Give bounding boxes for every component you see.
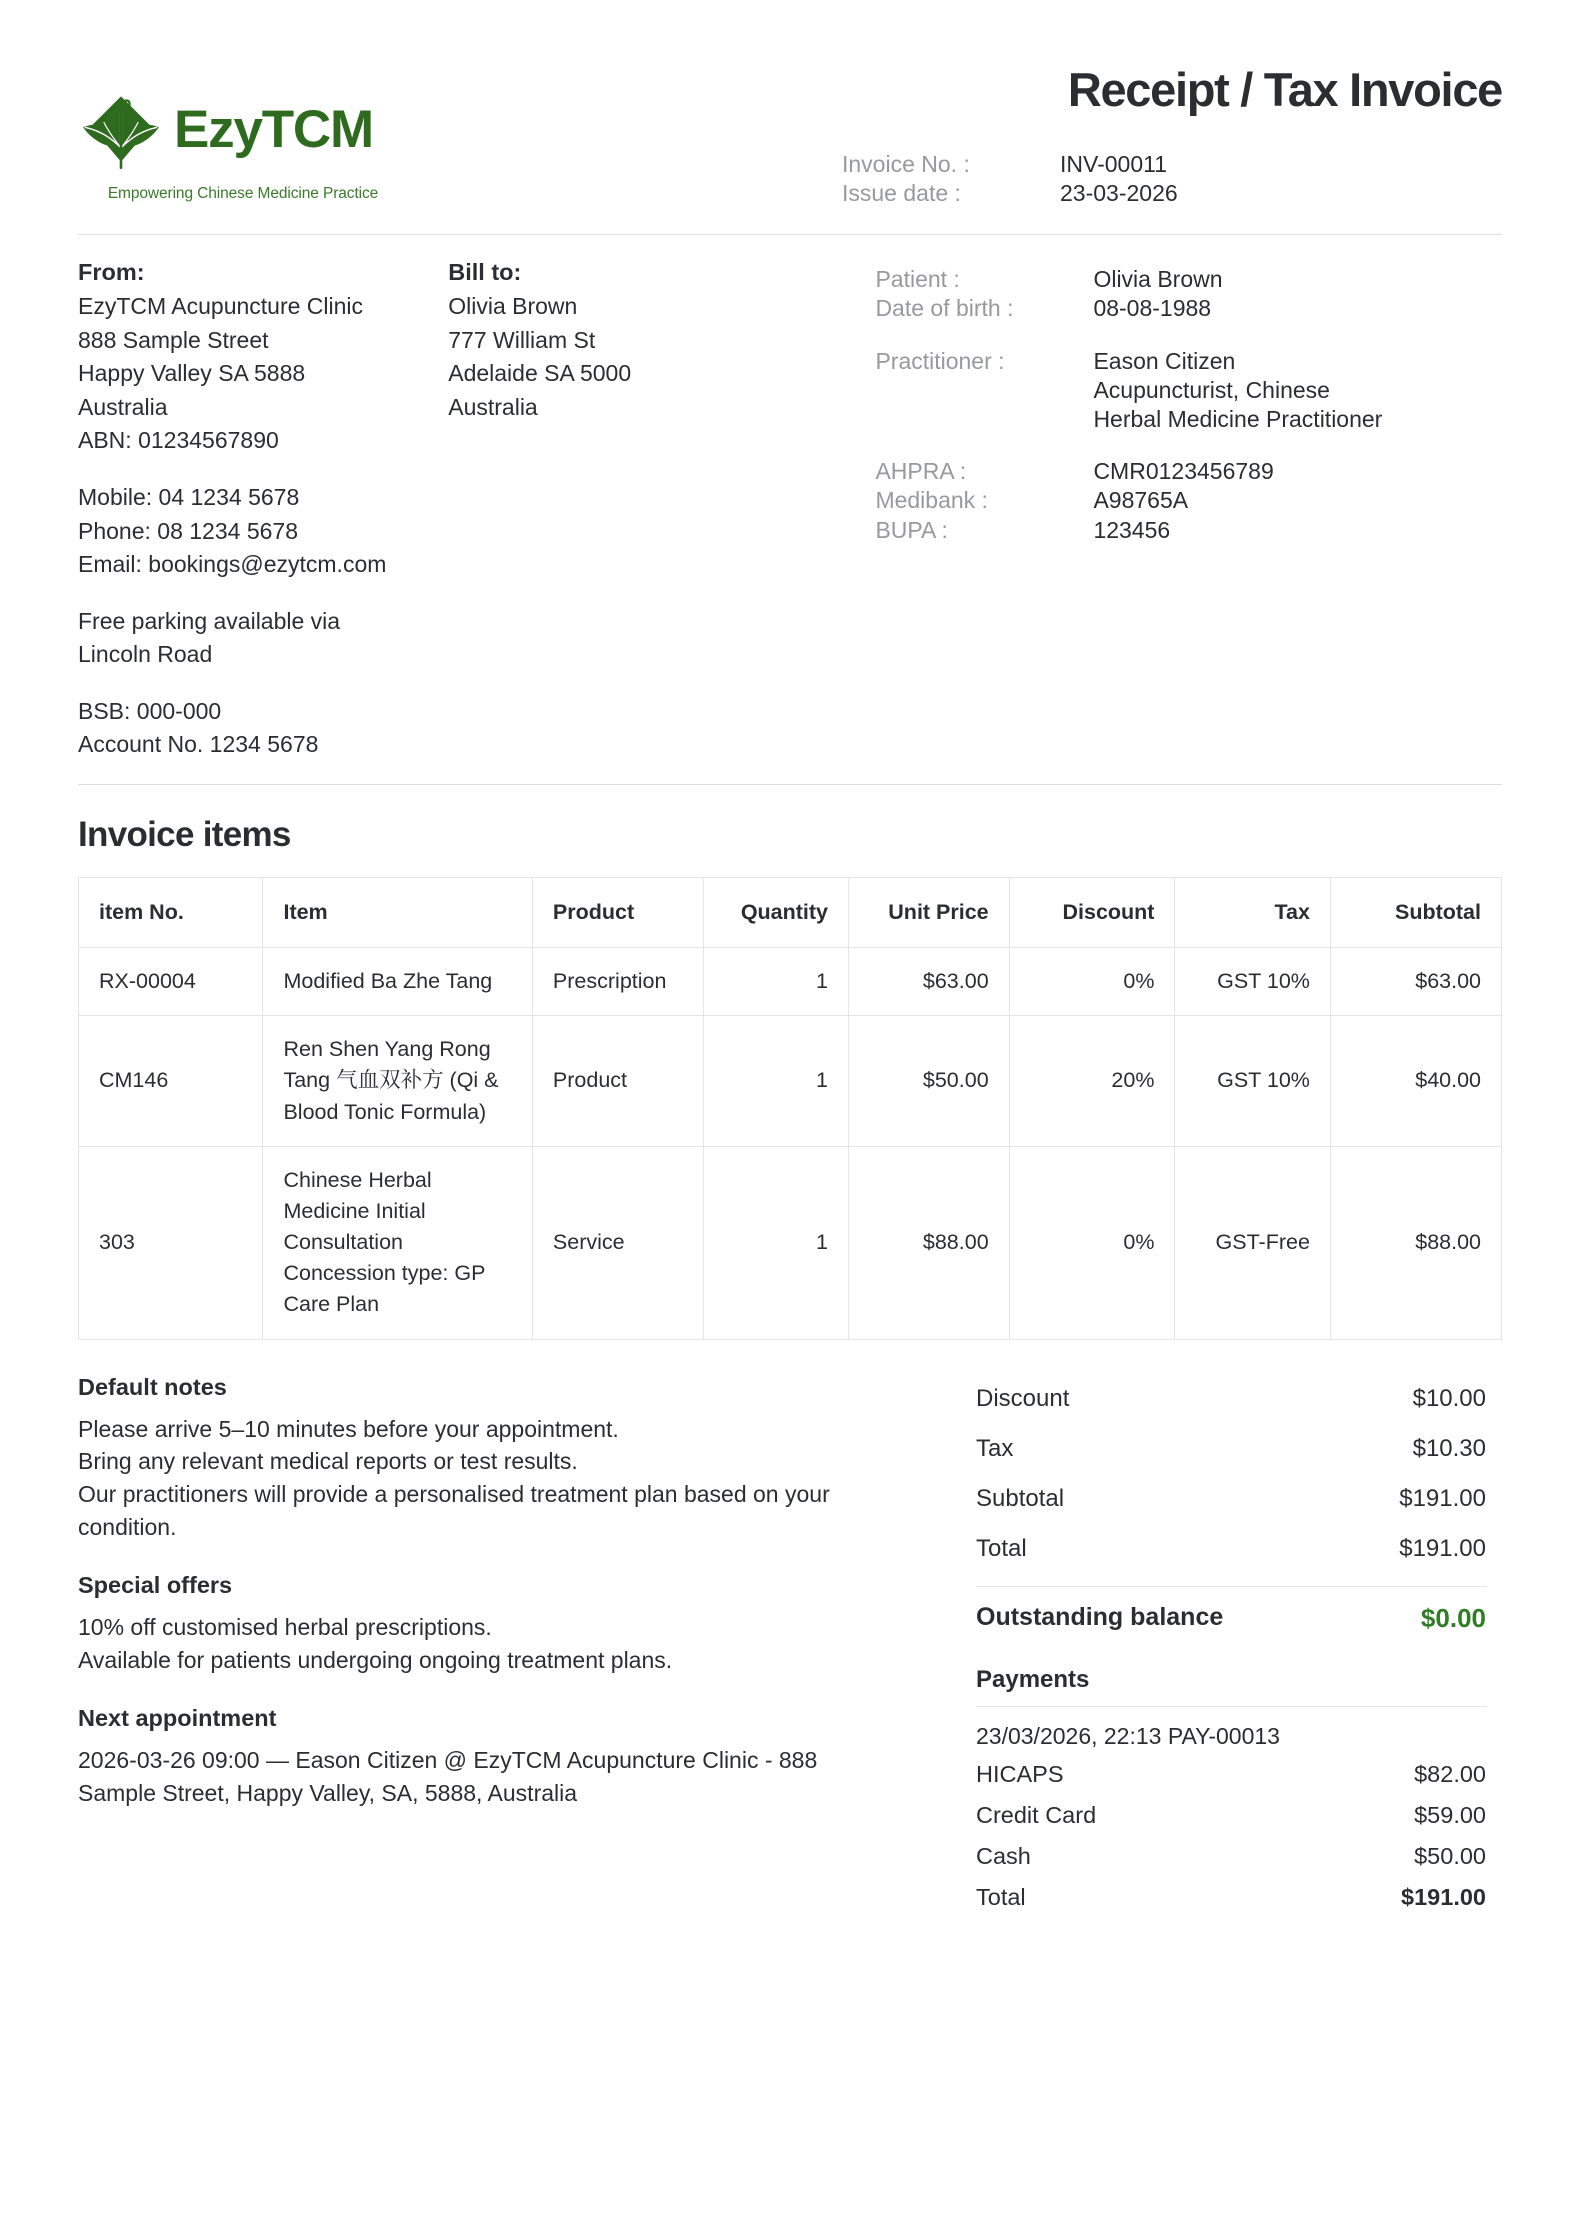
payment-total-value: $191.00 bbox=[1401, 1883, 1486, 1910]
meta-value: A98765A bbox=[1093, 487, 1189, 514]
meta-label: AHPRA : bbox=[875, 458, 967, 485]
totals-label: Total bbox=[976, 1534, 1027, 1562]
payment-total-label: Total bbox=[976, 1883, 1026, 1910]
cell-unit-price: $63.00 bbox=[849, 948, 1010, 1016]
totals-label: Subtotal bbox=[976, 1484, 1065, 1512]
cell-subtotal: $63.00 bbox=[1330, 948, 1501, 1016]
cell-subtotal: $88.00 bbox=[1330, 1146, 1501, 1339]
totals-value: $10.30 bbox=[1412, 1434, 1486, 1462]
cell-product: Prescription bbox=[532, 948, 703, 1016]
payment-value: $82.00 bbox=[1414, 1760, 1486, 1787]
totals-column bbox=[976, 1374, 1486, 1918]
meta-value: Olivia Brown bbox=[1093, 266, 1223, 293]
cell-discount: 20% bbox=[1009, 1016, 1175, 1147]
totals-label: Discount bbox=[976, 1384, 1070, 1412]
default-notes-line: Bring any relevant medical reports or test results. bbox=[78, 1448, 578, 1475]
default-notes-line: Please arrive 5–10 minutes before your appointment. bbox=[78, 1415, 619, 1442]
bill-to-line: Australia bbox=[448, 393, 538, 420]
cell-tax: GST 10% bbox=[1175, 948, 1330, 1016]
invoice-items-table bbox=[78, 877, 1502, 1340]
totals-divider bbox=[976, 1586, 1486, 1587]
totals-row-total bbox=[976, 1524, 1486, 1574]
meta-value: CMR0123456789 bbox=[1093, 458, 1274, 485]
column-header-tax: Tax bbox=[1175, 878, 1330, 948]
payments-heading: Payments bbox=[976, 1665, 1090, 1693]
meta-value: Eason Citizen bbox=[1093, 347, 1236, 374]
totals-row-discount bbox=[976, 1374, 1486, 1424]
meta-label: BUPA : bbox=[875, 516, 948, 543]
cell-item: Chinese Herbal Medicine Initial Consultation Concession type: GP Care Plan bbox=[263, 1146, 532, 1339]
address-divider bbox=[78, 784, 1502, 785]
payment-row-cash bbox=[976, 1836, 1486, 1877]
payment-label: Credit Card bbox=[976, 1801, 1097, 1828]
address-area bbox=[78, 259, 1502, 762]
invoice-meta-table bbox=[842, 150, 1502, 208]
cell-quantity: 1 bbox=[703, 948, 848, 1016]
bill-to-line: Olivia Brown bbox=[448, 293, 578, 320]
invoice-footer-area bbox=[78, 1374, 1502, 1918]
meta-value: 23-03-2026 bbox=[1060, 179, 1178, 206]
column-header-item: Item bbox=[263, 878, 532, 948]
special-offers-block bbox=[78, 1572, 868, 1677]
from-line: 888 Sample Street bbox=[78, 326, 269, 353]
cell-product: Service bbox=[532, 1146, 703, 1339]
from-phone: Phone: 08 1234 5678 bbox=[78, 517, 298, 544]
brand-name: EzyTCM bbox=[174, 99, 373, 159]
cell-unit-price: $50.00 bbox=[849, 1016, 1010, 1147]
brand-tagline: Empowering Chinese Medicine Practice bbox=[107, 185, 379, 202]
from-line: Happy Valley SA 5888 bbox=[78, 360, 306, 387]
meta-value: 123456 bbox=[1093, 516, 1171, 543]
cell-unit-price: $88.00 bbox=[849, 1146, 1010, 1339]
cell-subtotal: $40.00 bbox=[1330, 1016, 1501, 1147]
bill-to-block bbox=[448, 259, 875, 762]
payment-label: HICAPS bbox=[976, 1760, 1064, 1787]
bank-account: Account No. 1234 5678 bbox=[78, 731, 319, 758]
cell-item-no: CM146 bbox=[79, 1016, 263, 1147]
meta-row-medibank bbox=[875, 486, 1502, 515]
cell-tax: GST 10% bbox=[1175, 1016, 1330, 1147]
cell-item-no: RX-00004 bbox=[79, 948, 263, 1016]
meta-row-dob bbox=[875, 294, 1502, 323]
default-notes-block bbox=[78, 1374, 868, 1545]
payment-label: Cash bbox=[976, 1842, 1031, 1869]
meta-value: INV-00011 bbox=[1060, 150, 1167, 177]
payment-value: $59.00 bbox=[1414, 1801, 1486, 1828]
default-notes-line: Our practitioners will provide a personalised treatment plan based on your condition. bbox=[78, 1481, 830, 1541]
from-mobile: Mobile: 04 1234 5678 bbox=[78, 483, 300, 510]
invoice-meta-block bbox=[842, 58, 1502, 208]
cell-item-no: 303 bbox=[79, 1146, 263, 1339]
meta-row-practitioner-cont bbox=[875, 376, 1502, 405]
table-row bbox=[79, 948, 1502, 1016]
totals-value: $10.00 bbox=[1412, 1384, 1486, 1412]
meta-value: 08-08-1988 bbox=[1093, 295, 1212, 322]
bank-bsb: BSB: 000-000 bbox=[78, 697, 222, 724]
meta-row bbox=[842, 179, 1502, 208]
cell-item: Ren Shen Yang Rong Tang 气血双补方 (Qi & Blood Tonic Formula) bbox=[263, 1016, 532, 1147]
next-appointment-block bbox=[78, 1705, 868, 1810]
next-appointment-line: 2026-03-26 09:00 — Eason Citizen @ EzyTCM Acupuncture Clinic - 888 Sample Street, Happy Valley, SA, 5888, Australia bbox=[78, 1746, 818, 1806]
payment-row-credit-card bbox=[976, 1795, 1486, 1836]
cell-item: Modified Ba Zhe Tang bbox=[263, 948, 532, 1016]
outstanding-balance-label: Outstanding balance bbox=[976, 1602, 1224, 1631]
meta-row-patient bbox=[875, 265, 1502, 294]
payment-row-total bbox=[976, 1877, 1486, 1918]
notes-column bbox=[78, 1374, 908, 1918]
from-block bbox=[78, 259, 448, 762]
payment-date: 23/03/2026, 22:13 PAY-00013 bbox=[976, 1722, 1280, 1749]
header-divider bbox=[78, 234, 1502, 235]
totals-value: $191.00 bbox=[1399, 1484, 1486, 1512]
parking-line: Free parking available via bbox=[78, 607, 341, 634]
cell-discount: 0% bbox=[1009, 1146, 1175, 1339]
bill-to-heading: Bill to: bbox=[448, 259, 522, 286]
from-abn: ABN: 01234567890 bbox=[78, 427, 279, 454]
payment-value: $50.00 bbox=[1414, 1842, 1486, 1869]
meta-row-practitioner bbox=[875, 347, 1502, 376]
payment-row-hicaps bbox=[976, 1754, 1486, 1795]
cell-quantity: 1 bbox=[703, 1016, 848, 1147]
leaf-diamond-needle-logo-icon bbox=[78, 86, 164, 172]
meta-value: Acupuncturist, Chinese bbox=[1093, 376, 1330, 403]
meta-row bbox=[842, 150, 1502, 179]
meta-row-ahpra bbox=[875, 457, 1502, 486]
column-header-quantity: Quantity bbox=[703, 878, 848, 948]
column-header-product: Product bbox=[532, 878, 703, 948]
special-offers-heading: Special offers bbox=[78, 1572, 233, 1599]
payments-divider bbox=[976, 1706, 1486, 1707]
totals-row-subtotal bbox=[976, 1474, 1486, 1524]
meta-label: Issue date : bbox=[842, 179, 961, 206]
column-header-unit-price: Unit Price bbox=[849, 878, 1010, 948]
outstanding-balance-value: $0.00 bbox=[1420, 1602, 1486, 1633]
parking-line: Lincoln Road bbox=[78, 641, 213, 668]
meta-label: Practitioner : bbox=[875, 347, 1005, 374]
column-header-subtotal: Subtotal bbox=[1330, 878, 1501, 948]
invoice-items-title: Invoice items bbox=[78, 815, 291, 855]
from-line: Australia bbox=[78, 393, 168, 420]
table-row bbox=[79, 1016, 1502, 1147]
special-offers-line: Available for patients undergoing ongoing treatment plans. bbox=[78, 1646, 673, 1673]
page-title: Receipt / Tax Invoice bbox=[1067, 63, 1502, 116]
meta-row-bupa bbox=[875, 516, 1502, 545]
special-offers-line: 10% off customised herbal prescriptions. bbox=[78, 1614, 492, 1641]
bill-to-line: Adelaide SA 5000 bbox=[448, 360, 632, 387]
meta-row-practitioner-cont bbox=[875, 405, 1502, 434]
column-header-discount: Discount bbox=[1009, 878, 1175, 948]
cell-tax: GST-Free bbox=[1175, 1146, 1330, 1339]
from-heading: From: bbox=[78, 259, 145, 286]
patient-meta-block bbox=[875, 259, 1502, 762]
meta-label: Date of birth : bbox=[875, 295, 1014, 322]
outstanding-balance-row bbox=[976, 1593, 1486, 1640]
table-header-row bbox=[79, 878, 1502, 948]
totals-row-tax bbox=[976, 1424, 1486, 1474]
brand-block bbox=[78, 58, 508, 203]
next-appointment-heading: Next appointment bbox=[78, 1704, 277, 1731]
from-email: Email: bookings@ezytcm.com bbox=[78, 551, 387, 578]
cell-quantity: 1 bbox=[703, 1146, 848, 1339]
meta-label: Invoice No. : bbox=[842, 150, 970, 177]
invoice-header bbox=[78, 58, 1502, 208]
cell-discount: 0% bbox=[1009, 948, 1175, 1016]
totals-label: Tax bbox=[976, 1434, 1014, 1462]
meta-value: Herbal Medicine Practitioner bbox=[1093, 405, 1383, 432]
default-notes-heading: Default notes bbox=[78, 1373, 227, 1400]
table-row bbox=[79, 1146, 1502, 1339]
column-header-item-no: item No. bbox=[79, 878, 263, 948]
bill-to-line: 777 William St bbox=[448, 326, 596, 353]
from-line: EzyTCM Acupuncture Clinic bbox=[78, 293, 364, 320]
totals-value: $191.00 bbox=[1399, 1534, 1486, 1562]
cell-product: Product bbox=[532, 1016, 703, 1147]
meta-label: Patient : bbox=[875, 266, 960, 293]
meta-label: Medibank : bbox=[875, 487, 988, 514]
